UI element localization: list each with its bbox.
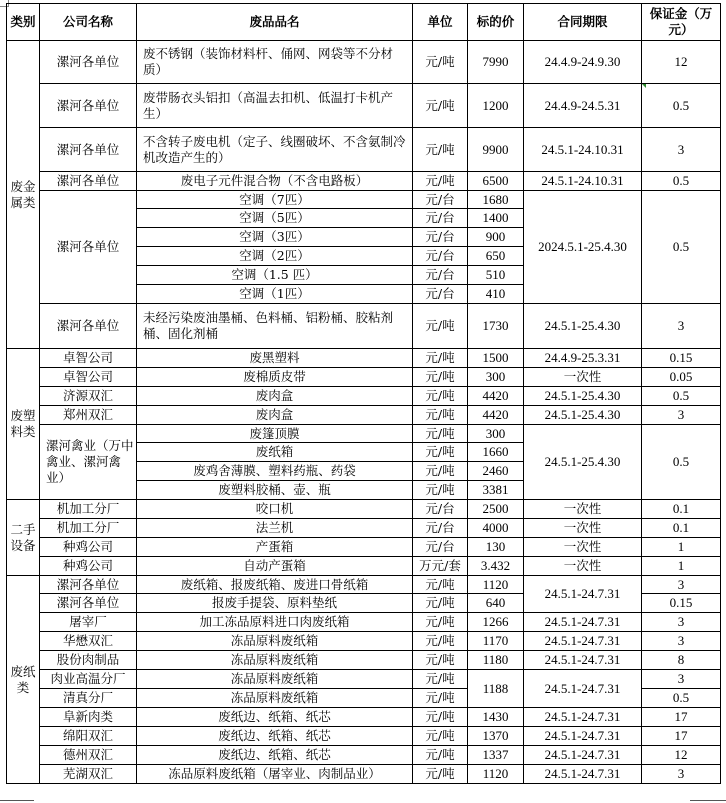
company-cell: 漯河各单位 [40, 84, 137, 128]
deposit-cell: 0.15 [642, 594, 721, 613]
period-cell: 2024.5.1-25.4.30 [524, 191, 642, 304]
company-cell: 漯河各单位 [40, 594, 137, 613]
period-cell: 一次性 [524, 368, 642, 387]
deposit-cell: 3 [642, 613, 721, 632]
table-row [7, 425, 721, 443]
company-cell: 清真分厂 [40, 689, 137, 708]
period-cell: 24.5.1-24.7.31 [524, 576, 642, 613]
page-edge-rule-right [690, 800, 726, 801]
price-cell: 300 [468, 368, 524, 387]
item-cell: 报废手提袋、原料垫纸 [137, 594, 413, 613]
table-row [7, 519, 721, 538]
period-cell: 24.5.1-24.7.31 [524, 651, 642, 670]
period-cell: 24.5.1-24.7.31 [524, 670, 642, 708]
unit-cell: 元/吨 [413, 425, 468, 443]
item-cell: 废电子元件混合物（不含电路板） [137, 172, 413, 191]
unit-cell: 元/吨 [413, 594, 468, 613]
table-row [7, 576, 721, 594]
unit-cell: 元/吨 [413, 84, 468, 128]
category-plastic: 废塑料类 [7, 349, 40, 500]
item-cell: 废鸡舍薄膜、塑料药瓶、药袋 [137, 462, 413, 481]
company-cell: 卓智公司 [40, 349, 137, 368]
company-cell: 机加工分厂 [40, 519, 137, 538]
deposit-cell: 8 [642, 651, 721, 670]
company-cell: 漯河各单位 [40, 41, 137, 84]
company-cell: 郑州双汇 [40, 406, 137, 425]
unit-cell: 元/吨 [413, 304, 468, 349]
item-cell: 废黑塑料 [137, 349, 413, 368]
table-row [7, 191, 721, 209]
unit-cell: 元/吨 [413, 689, 468, 708]
deposit-cell: 3 [642, 670, 721, 689]
item-cell: 冻品原料废纸箱 [137, 632, 413, 651]
deposit-cell: 3 [642, 632, 721, 651]
unit-cell: 元/吨 [413, 387, 468, 406]
deposit-cell: 12 [642, 746, 721, 765]
deposit-cell: 0.1 [642, 519, 721, 538]
period-cell: 24.5.1-25.4.30 [524, 387, 642, 406]
price-cell: 1730 [468, 304, 524, 349]
period-cell: 24.5.1-24.7.31 [524, 613, 642, 632]
item-cell: 废纸边、纸箱、纸芯 [137, 727, 413, 746]
company-cell: 种鸡公司 [40, 538, 137, 557]
price-cell: 1337 [468, 746, 524, 765]
price-cell: 640 [468, 594, 524, 613]
item-cell: 废篷顶膜 [137, 425, 413, 443]
unit-cell: 元/吨 [413, 406, 468, 425]
deposit-cell: 17 [642, 727, 721, 746]
item-cell: 冻品原料废纸箱（屠宰业、肉制品业） [137, 765, 413, 784]
unit-cell: 元/台 [413, 247, 468, 266]
price-cell: 410 [468, 285, 524, 304]
price-cell: 3.432 [468, 557, 524, 576]
unit-cell: 元/吨 [413, 368, 468, 387]
unit-cell: 元/吨 [413, 765, 468, 784]
item-cell: 空调（3匹） [137, 228, 413, 247]
price-cell: 4420 [468, 387, 524, 406]
table-row [7, 500, 721, 519]
waste-price-table-frame [6, 3, 722, 799]
item-cell: 废肉盒 [137, 406, 413, 425]
table-row [7, 557, 721, 576]
item-cell: 空调（5匹） [137, 209, 413, 228]
price-cell: 650 [468, 247, 524, 266]
company-cell: 华懋双汇 [40, 632, 137, 651]
table-row [7, 368, 721, 387]
price-cell: 1370 [468, 727, 524, 746]
unit-cell: 元/吨 [413, 462, 468, 481]
deposit-cell: 3 [642, 765, 721, 784]
price-cell: 1400 [468, 209, 524, 228]
deposit-cell: 3 [642, 406, 721, 425]
table-row [7, 538, 721, 557]
item-cell: 冻品原料废纸箱 [137, 670, 413, 689]
table-row [7, 304, 721, 349]
category-metal: 废金属类 [7, 41, 40, 349]
price-cell: 2460 [468, 462, 524, 481]
table-row [7, 765, 721, 784]
item-cell: 未经污染废油墨桶、色料桶、铝粉桶、胶粘剂桶、固化剂桶 [137, 304, 413, 349]
period-cell: 24.5.1-24.7.31 [524, 727, 642, 746]
unit-cell: 元/吨 [413, 708, 468, 727]
company-cell: 漯河各单位 [40, 128, 137, 172]
period-cell: 24.4.9-25.3.31 [524, 349, 642, 368]
price-cell: 1500 [468, 349, 524, 368]
company-cell: 绵阳双汇 [40, 727, 137, 746]
price-cell: 1170 [468, 632, 524, 651]
header-item: 废品品名 [137, 4, 413, 41]
price-cell: 1188 [468, 670, 524, 708]
page-edge-rule-left [0, 800, 34, 801]
deposit-cell: 0.5 [642, 191, 721, 304]
deposit-cell [642, 84, 721, 128]
price-cell: 1120 [468, 765, 524, 784]
deposit-cell: 0.15 [642, 349, 721, 368]
unit-cell: 元/台 [413, 519, 468, 538]
deposit-cell: 0.5 [642, 689, 721, 708]
item-cell: 自动产蛋箱 [137, 557, 413, 576]
unit-cell: 元/吨 [413, 349, 468, 368]
price-cell: 7990 [468, 41, 524, 84]
item-cell: 废不锈钢（装饰材料杆、俑网、网袋等不分材质） [137, 41, 413, 84]
table-row [7, 727, 721, 746]
deposit-cell: 17 [642, 708, 721, 727]
deposit-cell: 0.05 [642, 368, 721, 387]
period-cell: 24.5.1-25.4.30 [524, 304, 642, 349]
price-cell: 1120 [468, 576, 524, 594]
item-cell: 废纸边、纸箱、纸芯 [137, 708, 413, 727]
unit-cell: 元/吨 [413, 632, 468, 651]
table-row [7, 128, 721, 172]
price-cell: 1430 [468, 708, 524, 727]
table-row [7, 349, 721, 368]
price-cell: 1266 [468, 613, 524, 632]
comment-marker-icon [642, 84, 646, 88]
item-cell: 空调（1匹） [137, 285, 413, 304]
item-cell: 空调（2匹） [137, 247, 413, 266]
table-row [7, 651, 721, 670]
unit-cell: 元/台 [413, 191, 468, 209]
item-cell: 废棉质皮带 [137, 368, 413, 387]
header-unit: 单位 [413, 4, 468, 41]
table-row [7, 387, 721, 406]
item-cell: 法兰机 [137, 519, 413, 538]
waste-price-table [6, 3, 721, 784]
period-cell: 24.4.9-24.9.30 [524, 41, 642, 84]
price-cell: 300 [468, 425, 524, 443]
period-cell: 24.5.1-24.7.31 [524, 765, 642, 784]
unit-cell: 元/台 [413, 209, 468, 228]
category-paper: 废纸类 [7, 576, 40, 784]
company-cell: 漯河禽业（万中禽业、漯河禽业） [40, 425, 137, 500]
period-cell: 24.5.1-25.4.30 [524, 425, 642, 500]
item-cell: 废纸边、纸箱、纸芯 [137, 746, 413, 765]
period-cell: 一次性 [524, 557, 642, 576]
item-cell: 废肉盒 [137, 387, 413, 406]
header-deposit: 保证金（万元） [642, 4, 721, 41]
unit-cell: 元/吨 [413, 651, 468, 670]
company-cell: 漯河各单位 [40, 304, 137, 349]
price-cell: 130 [468, 538, 524, 557]
deposit-cell: 0.5 [642, 425, 721, 500]
unit-cell: 元/吨 [413, 727, 468, 746]
unit-cell: 元/台 [413, 228, 468, 247]
table-row [7, 172, 721, 191]
unit-cell: 元/吨 [413, 746, 468, 765]
price-cell: 2500 [468, 500, 524, 519]
item-cell: 咬口机 [137, 500, 413, 519]
item-cell: 废纸箱、报废纸箱、废进口骨纸箱 [137, 576, 413, 594]
company-cell: 阜新肉类 [40, 708, 137, 727]
unit-cell: 元/台 [413, 285, 468, 304]
company-cell: 济源双汇 [40, 387, 137, 406]
item-cell: 产蛋箱 [137, 538, 413, 557]
price-cell: 1180 [468, 651, 524, 670]
price-cell: 1660 [468, 443, 524, 462]
deposit-cell: 0.1 [642, 500, 721, 519]
unit-cell: 元/吨 [413, 576, 468, 594]
period-cell: 24.5.1-24.7.31 [524, 632, 642, 651]
item-cell: 废纸箱 [137, 443, 413, 462]
unit-cell: 元/吨 [413, 613, 468, 632]
table-row [7, 41, 721, 84]
deposit-cell: 1 [642, 557, 721, 576]
unit-cell: 元/吨 [413, 128, 468, 172]
item-cell: 加工冻品原料进口肉废纸箱 [137, 613, 413, 632]
price-cell: 510 [468, 266, 524, 285]
company-cell: 屠宰厂 [40, 613, 137, 632]
company-cell: 漯河各单位 [40, 576, 137, 594]
header-company: 公司名称 [40, 4, 137, 41]
unit-cell: 元/吨 [413, 670, 468, 689]
unit-cell: 元/吨 [413, 41, 468, 84]
header-price: 标的价 [468, 4, 524, 41]
unit-cell: 元/台 [413, 266, 468, 285]
unit-cell: 元/吨 [413, 443, 468, 462]
table-row [7, 746, 721, 765]
company-cell: 芜湖双汇 [40, 765, 137, 784]
company-cell: 漯河各单位 [40, 191, 137, 304]
company-cell: 股份肉制品 [40, 651, 137, 670]
price-cell: 4420 [468, 406, 524, 425]
period-cell: 24.5.1-24.7.31 [524, 746, 642, 765]
price-cell: 6500 [468, 172, 524, 191]
category-secondhand: 二手设备 [7, 500, 40, 576]
table-row [7, 632, 721, 651]
table-row [7, 84, 721, 128]
company-cell: 卓智公司 [40, 368, 137, 387]
item-cell: 冻品原料废纸箱 [137, 651, 413, 670]
period-cell: 24.5.1-24.10.31 [524, 128, 642, 172]
price-cell: 3381 [468, 481, 524, 500]
header-category: 类别 [7, 4, 40, 41]
price-cell: 1200 [468, 84, 524, 128]
period-cell: 24.5.1-24.7.31 [524, 708, 642, 727]
table-row [7, 613, 721, 632]
company-cell: 德州双汇 [40, 746, 137, 765]
item-cell: 空调（1.5 匹） [137, 266, 413, 285]
deposit-cell: 0.5 [642, 172, 721, 191]
deposit-cell: 3 [642, 304, 721, 349]
table-row [7, 708, 721, 727]
unit-cell: 元/吨 [413, 172, 468, 191]
period-cell: 一次性 [524, 500, 642, 519]
price-cell: 9900 [468, 128, 524, 172]
item-cell: 废塑料胶桶、壶、瓶 [137, 481, 413, 500]
company-cell: 漯河各单位 [40, 172, 137, 191]
deposit-value: 0.5 [672, 97, 690, 113]
price-cell: 1680 [468, 191, 524, 209]
item-cell: 冻品原料废纸箱 [137, 689, 413, 708]
item-cell: 废带肠衣头铝扣（高温去扣机、低温打卡机产生） [137, 84, 413, 128]
company-cell: 机加工分厂 [40, 500, 137, 519]
item-cell: 不含转子废电机（定子、线圈破坏、不含氨制冷机改造产生的） [137, 128, 413, 172]
deposit-cell: 0.5 [642, 387, 721, 406]
period-cell: 24.4.9-24.5.31 [524, 84, 642, 128]
unit-cell: 万元/套 [413, 557, 468, 576]
deposit-cell: 3 [642, 576, 721, 594]
item-cell: 空调（7匹） [137, 191, 413, 209]
period-cell: 24.5.1-25.4.30 [524, 406, 642, 425]
header-row [7, 4, 721, 41]
period-cell: 一次性 [524, 538, 642, 557]
deposit-cell: 12 [642, 41, 721, 84]
price-cell: 900 [468, 228, 524, 247]
table-row [7, 406, 721, 425]
company-cell: 肉业高温分厂 [40, 670, 137, 689]
unit-cell: 元/台 [413, 538, 468, 557]
deposit-cell: 3 [642, 128, 721, 172]
deposit-cell: 1 [642, 538, 721, 557]
price-cell: 4000 [468, 519, 524, 538]
unit-cell: 元/吨 [413, 481, 468, 500]
unit-cell: 元/台 [413, 500, 468, 519]
company-cell: 种鸡公司 [40, 557, 137, 576]
table-row [7, 670, 721, 689]
period-cell: 24.5.1-24.10.31 [524, 172, 642, 191]
header-period: 合同期限 [524, 4, 642, 41]
period-cell: 一次性 [524, 519, 642, 538]
